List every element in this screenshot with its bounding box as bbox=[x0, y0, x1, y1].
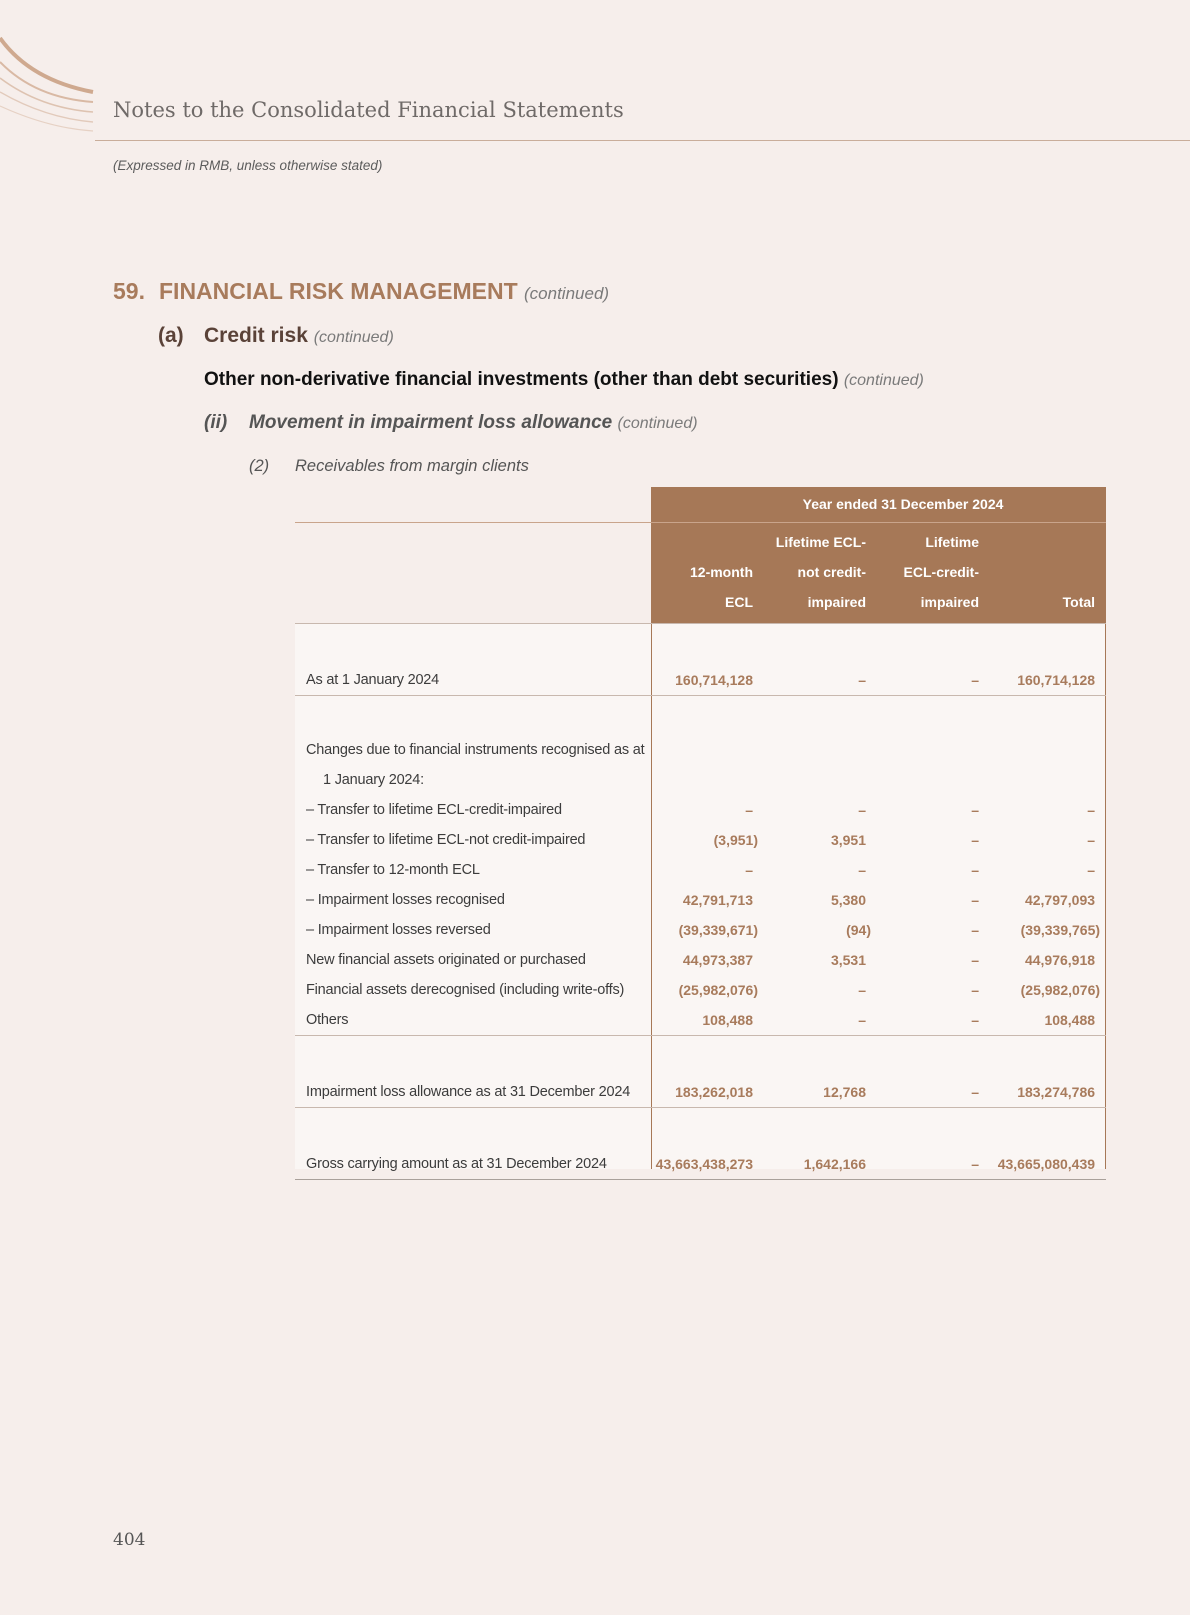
table-row: – Transfer to lifetime ECL-credit-impaired – – – – bbox=[306, 802, 1096, 818]
table-row: Financial assets derecognised (including write-offs) (25,982,076) – – (25,982,076) bbox=[306, 982, 1101, 998]
page-number: 404 bbox=[113, 1530, 146, 1550]
subsection-a-number: (a) bbox=[158, 324, 184, 347]
impairment-table-wrapper bbox=[295, 487, 1106, 1180]
table-row: Gross carrying amount as at 31 December 2024 43,663,438,273 1,642,166 – 43,665,080,439 bbox=[295, 1149, 1106, 1179]
section-number: 59. bbox=[113, 278, 145, 304]
running-title: Notes to the Consolidated Financial Statements bbox=[113, 98, 624, 122]
header-rule bbox=[95, 140, 1190, 141]
column-header-12-month-ecl: 12-month ECL bbox=[651, 522, 764, 623]
period-header: Year ended 31 December 2024 bbox=[651, 487, 1106, 522]
table-row: As at 1 January 2024 160,714,128 – – 160,714,128 bbox=[295, 665, 1106, 695]
subsection-2-heading bbox=[249, 457, 529, 476]
table-header-columns-row bbox=[295, 522, 1106, 623]
table-row: 1 January 2024: bbox=[323, 772, 424, 788]
section-heading bbox=[113, 278, 609, 305]
subsection-a-title: Credit risk bbox=[204, 324, 308, 347]
subsection-ii-heading bbox=[204, 412, 698, 434]
subsection-2-number: (2) bbox=[249, 457, 270, 475]
impairment-table bbox=[295, 487, 1106, 1180]
continued-label: (continued) bbox=[843, 372, 924, 389]
expressed-note: (Expressed in RMB, unless otherwise stated) bbox=[113, 158, 383, 173]
column-header-total: Total bbox=[990, 522, 1106, 623]
column-header-lifetime-not-credit-impaired: Lifetime ECL- not credit- impaired bbox=[764, 522, 877, 623]
column-header-lifetime-credit-impaired: Lifetime ECL-credit- impaired bbox=[877, 522, 990, 623]
table-row: Others 108,488 – – 108,488 bbox=[295, 1005, 1106, 1035]
table-row: Impairment loss allowance as at 31 December 2024 183,262,018 12,768 – 183,274,786 bbox=[295, 1077, 1106, 1107]
corner-arc-decoration bbox=[0, 0, 100, 145]
table-row: – Impairment losses recognised 42,791,713 5,380 – 42,797,093 bbox=[306, 892, 1096, 908]
table-row: Changes due to financial instruments recognised as at bbox=[306, 742, 645, 758]
subsection-ii-number: (ii) bbox=[204, 412, 228, 433]
section-title: FINANCIAL RISK MANAGEMENT bbox=[159, 278, 518, 304]
table-header-period-row bbox=[295, 487, 1106, 522]
continued-label: (continued) bbox=[313, 329, 394, 346]
continued-label: (continued) bbox=[617, 415, 698, 432]
subsection-2-title: Receivables from margin clients bbox=[295, 457, 529, 475]
continued-label: (continued) bbox=[524, 284, 610, 303]
subsection-ii-title: Movement in impairment loss allowance bbox=[249, 412, 613, 433]
table-row: New financial assets originated or purchased 44,973,387 3,531 – 44,976,918 bbox=[306, 952, 1096, 968]
other-investments-title: Other non-derivative financial investments (other than debt securities) bbox=[204, 369, 839, 390]
subsection-a-heading bbox=[158, 324, 394, 348]
table-row: – Impairment losses reversed (39,339,671) (94) – (39,339,765) bbox=[306, 922, 1101, 938]
table-row: – Transfer to lifetime ECL-not credit-impaired (3,951) 3,951 – – bbox=[306, 832, 1096, 848]
other-investments-heading bbox=[204, 369, 924, 391]
table-row: – Transfer to 12-month ECL – – – – bbox=[306, 862, 1096, 878]
